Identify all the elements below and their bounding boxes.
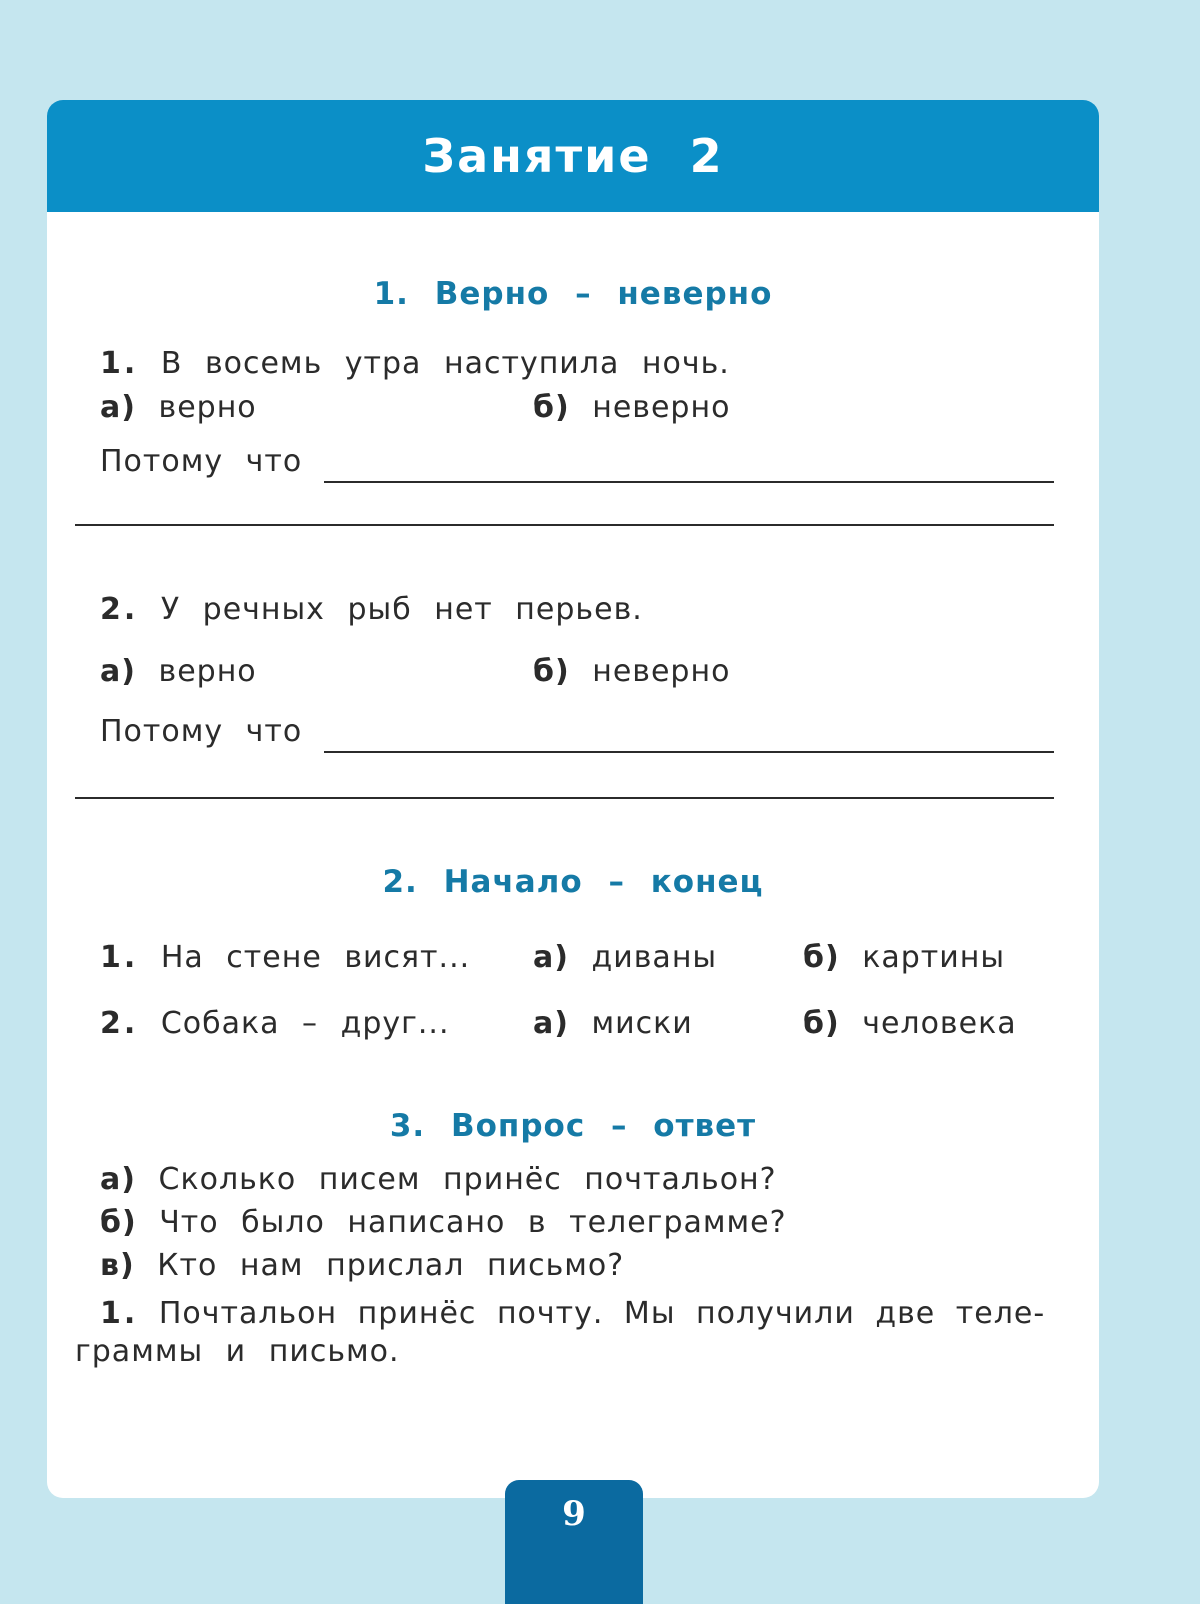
- row-2-2-start: 2. Собака – друг...: [100, 1006, 450, 1041]
- worksheet-page: [47, 100, 1099, 1498]
- because-label-1: Потому что: [100, 444, 303, 479]
- section-2-title: 2. Начало – конец: [382, 864, 764, 900]
- question-1-2: 2. У речных рыб нет перьев.: [100, 592, 643, 627]
- row-2-2-option-a[interactable]: а) миски: [533, 1006, 693, 1041]
- answer-line[interactable]: [75, 524, 1054, 526]
- section-3-title: 3. Вопрос – ответ: [389, 1108, 757, 1144]
- row-2-1-option-b[interactable]: б) картины: [803, 940, 1006, 975]
- row-2-1-start: 1. На стене висят...: [100, 940, 471, 975]
- question-1-1: 1. В восемь утра наступила ночь.: [100, 346, 730, 381]
- lesson-header: [47, 100, 1099, 212]
- question-1-1-option-b[interactable]: б) неверно: [533, 390, 731, 425]
- section-1-title: 1. Верно – неверно: [373, 276, 773, 312]
- because-label-2: Потому что: [100, 714, 303, 749]
- answer-line[interactable]: [324, 751, 1054, 753]
- question-1-2-option-b[interactable]: б) неверно: [533, 654, 731, 689]
- answer-line[interactable]: [75, 797, 1054, 799]
- row-2-1-option-a[interactable]: а) диваны: [533, 940, 718, 975]
- passage-line-2: граммы и письмо.: [75, 1334, 400, 1369]
- question-1-1-option-a[interactable]: а) верно: [100, 390, 257, 425]
- answer-line[interactable]: [324, 481, 1054, 483]
- row-2-2-option-b[interactable]: б) человека: [803, 1006, 1017, 1041]
- passage-line-1: 1. Почтальон принёс почту. Мы получили две теле-: [100, 1296, 1046, 1331]
- page-number: 9: [505, 1480, 643, 1604]
- question-3-a: а) Сколько писем принёс почтальон?: [100, 1162, 777, 1197]
- question-3-c: в) Кто нам прислал письмо?: [100, 1248, 625, 1283]
- question-1-2-option-a[interactable]: а) верно: [100, 654, 257, 689]
- question-3-b: б) Что было написано в телеграмме?: [100, 1205, 787, 1240]
- lesson-title: Занятие 2: [422, 129, 724, 183]
